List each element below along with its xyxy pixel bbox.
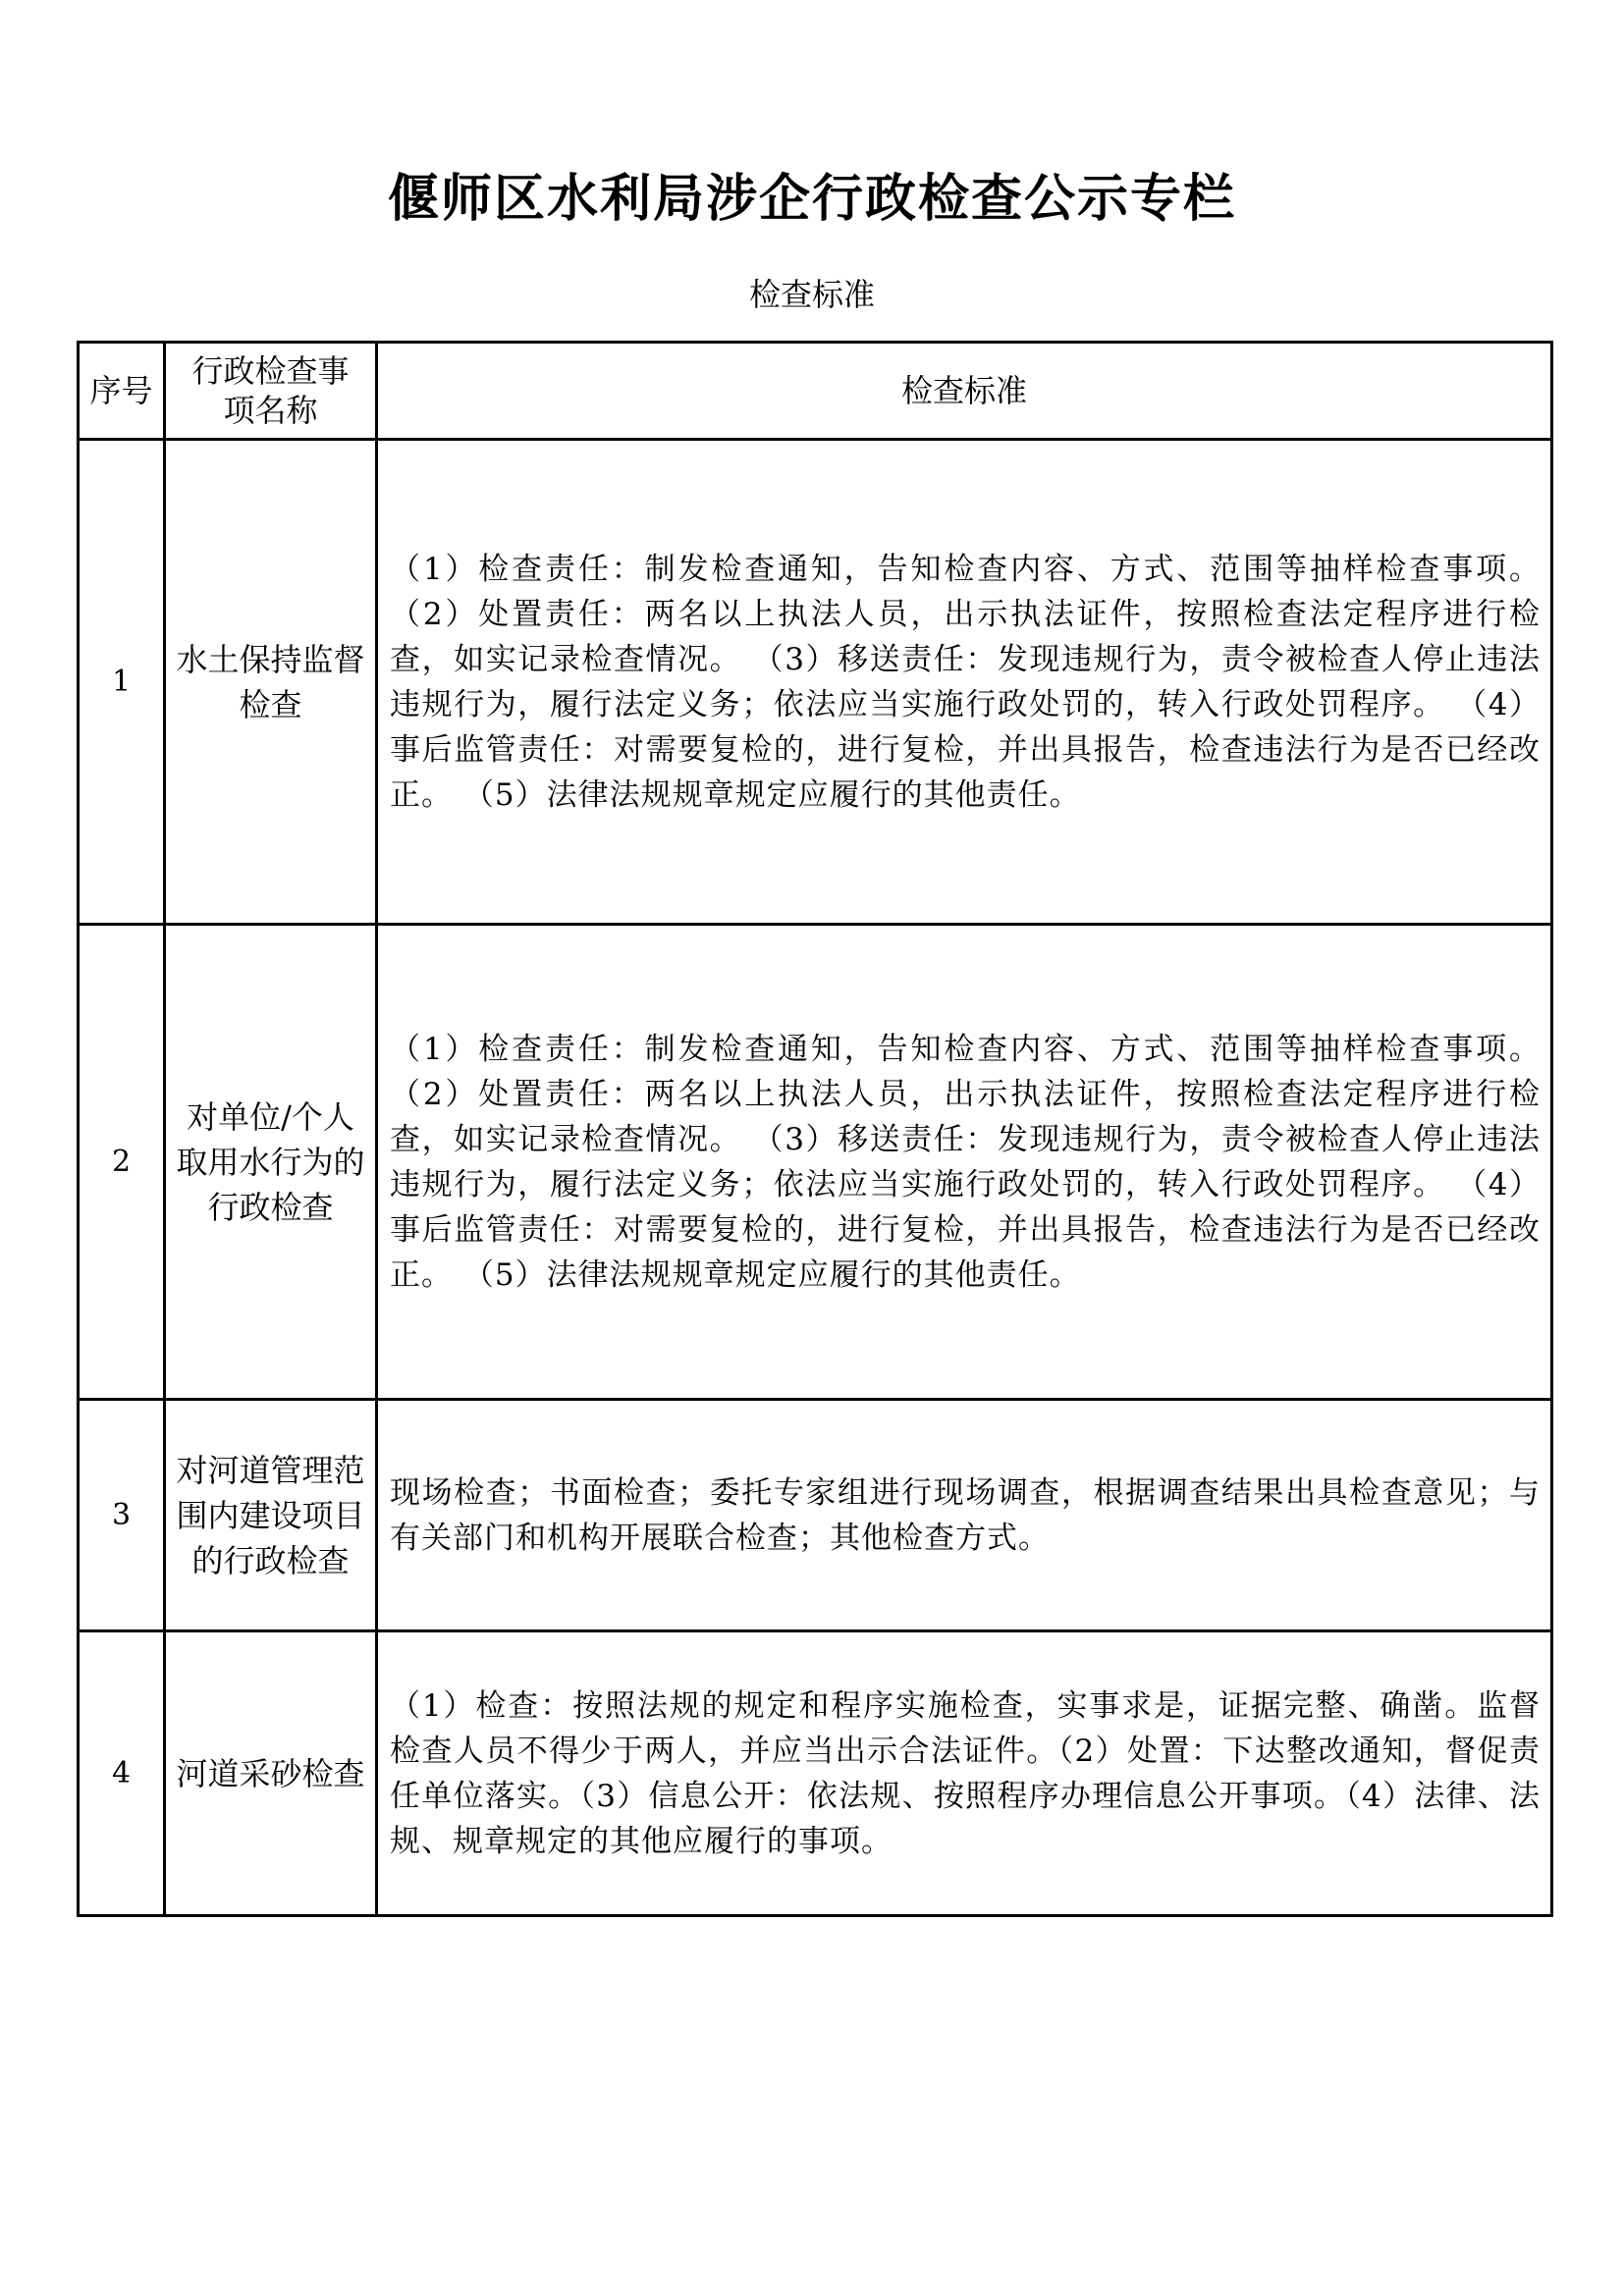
header-standard: 检查标准 xyxy=(377,343,1552,440)
table-row xyxy=(79,1631,1552,1916)
row-no: 1 xyxy=(79,440,165,925)
header-no: 序号 xyxy=(79,343,165,440)
table-header-row xyxy=(79,343,1552,440)
row-no: 3 xyxy=(79,1400,165,1631)
row-standard: （1）检查：按照法规的规定和程序实施检查，实事求是，证据完整、确凿。监督检查人员不得少于两人，并应当出示合法证件。（2）处置：下达整改通知，督促责任单位落实。（3）信息公开：依法规、按照程序办理信息公开事项。（4）法律、法规、规章规定的其他应履行的事项。 xyxy=(377,1631,1552,1916)
table-row xyxy=(79,1400,1552,1631)
row-no: 4 xyxy=(79,1631,165,1916)
row-item-name: 河道采砂检查 xyxy=(165,1631,377,1916)
row-item-name: 对单位/个人取用水行为的行政检查 xyxy=(165,925,377,1400)
page-subtitle: 检查标准 xyxy=(748,276,875,313)
page-title: 偃师区水利局涉企行政检查公示专栏 xyxy=(387,170,1236,229)
standards-table xyxy=(77,341,1553,1917)
table-row xyxy=(79,925,1552,1400)
row-no: 2 xyxy=(79,925,165,1400)
row-standard: 现场检查；书面检查；委托专家组进行现场调查，根据调查结果出具检查意见；与有关部门和机构开展联合检查；其他检查方式。 xyxy=(377,1400,1552,1631)
row-item-name: 水土保持监督检查 xyxy=(165,440,377,925)
row-item-name: 对河道管理范围内建设项目的行政检查 xyxy=(165,1400,377,1631)
table-row xyxy=(79,440,1552,925)
header-item-name: 行政检查事项名称 xyxy=(165,343,377,440)
row-standard: （1）检查责任：制发检查通知，告知检查内容、方式、范围等抽样检查事项。 （2）处置责任：两名以上执法人员，出示执法证件，按照检查法定程序进行检查，如实记录检查情况。 （3）移送责任：发现违规行为，责令被检查人停止违法违规行为，履行法定义务；依法应当实施行政处罚的，转入行政处罚程序。 （4）事后监管责任：对需要复检的，进行复检，并出具报告，检查违法行为是否已经改正。 （5）法律法规规章规定应履行的其他责任。 xyxy=(377,440,1552,925)
row-standard: （1）检查责任：制发检查通知，告知检查内容、方式、范围等抽样检查事项。 （2）处置责任：两名以上执法人员，出示执法证件，按照检查法定程序进行检查，如实记录检查情况。 （3）移送责任：发现违规行为，责令被检查人停止违法违规行为，履行法定义务；依法应当实施行政处罚的，转入行政处罚程序。 （4）事后监管责任：对需要复检的，进行复检，并出具报告，检查违法行为是否已经改正。 （5）法律法规规章规定应履行的其他责任。 xyxy=(377,925,1552,1400)
